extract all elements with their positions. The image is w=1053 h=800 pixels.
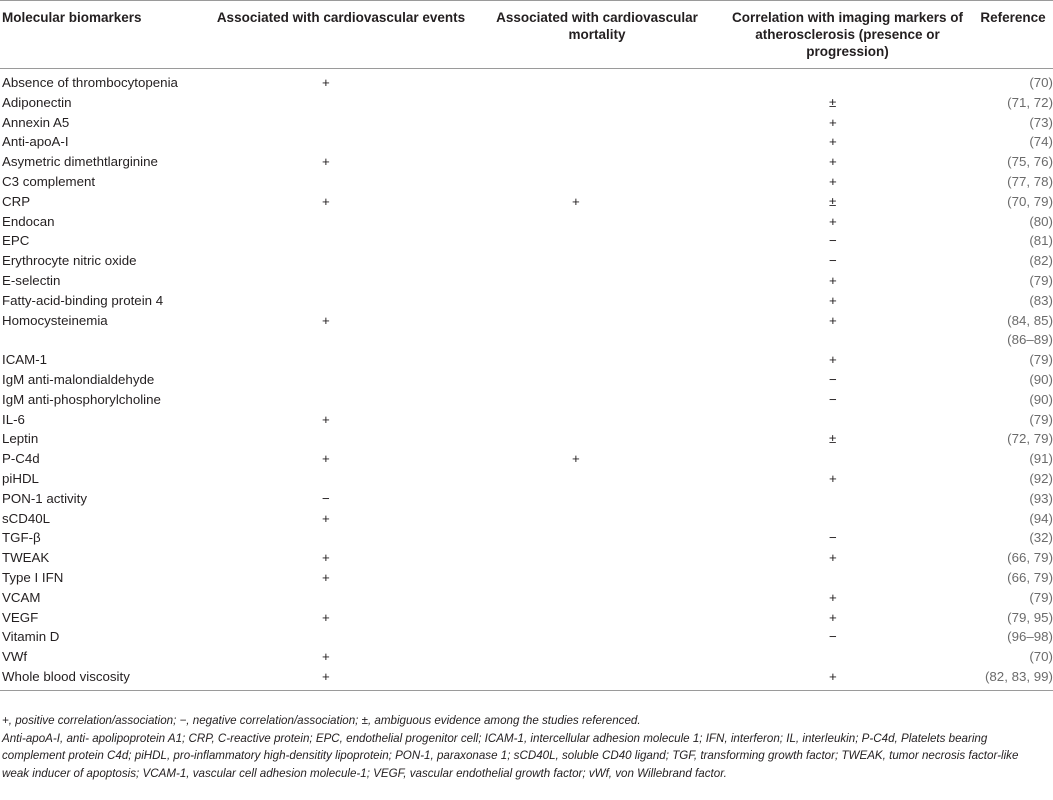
cell-cardiovascular-mortality: [472, 647, 722, 667]
cell-imaging-correlation: +: [829, 550, 837, 566]
cell-imaging-correlation: +: [829, 352, 837, 368]
cell-cardiovascular-mortality: +: [572, 451, 580, 467]
cell-cardiovascular-events: [210, 350, 472, 370]
cell-cardiovascular-mortality: [472, 568, 722, 588]
cell-biomarker-name: IgM anti-malondialdehyde: [2, 371, 155, 387]
cell-imaging-correlation: +: [829, 312, 837, 328]
cell-cardiovascular-events: +: [322, 569, 330, 585]
cell-cardiovascular-events: [210, 291, 472, 311]
cell-imaging-correlation: +: [722, 667, 973, 690]
cell-cardiovascular-mortality: [472, 588, 722, 608]
cell-cardiovascular-mortality: [472, 528, 722, 548]
cell-biomarker-name: VCAM: [2, 589, 41, 605]
table-row: [0, 231, 1053, 251]
footnote-legend: +, positive correlation/association; −, negative correlation/association; ±, ambiguous evidence among the studies referenced.: [2, 714, 641, 727]
footnote-abbreviations: Anti-apoA-I, anti- apolipoprotein A1; CRP, C-reactive protein; EPC, endothelial progenitor cell; ICAM-1, intercellular adhesion molecule 1; IFN, interferon; IL, interleukin; P-C4d, Platelets bearing complement protein C4d; piHDL, pro-inflammatory high-densitity lipoprotein; PON-1, paraxonase 1; sCD40L, soluble CD40 ligand; TGF, transforming growth factor; TWEAK, tumor necrosis factor-like weak inducer of apoptosis; VCAM-1, vascular cell adhesion molecule-1; VEGF, vascular endothelial growth factor; vWf, von Willebrand factor.: [2, 731, 1019, 780]
cell-cardiovascular-events: [210, 251, 472, 271]
cell-imaging-correlation: −: [829, 629, 837, 645]
cell-cardiovascular-events: [210, 390, 472, 410]
cell-imaging-correlation: −: [829, 253, 837, 269]
cell-imaging-correlation: [722, 330, 973, 350]
cell-cardiovascular-mortality: [472, 152, 722, 172]
cell-reference: (92): [1029, 470, 1053, 486]
header-row: [0, 1, 1053, 69]
cell-reference: (82): [1029, 253, 1053, 269]
cell-reference: (66, 79): [1007, 550, 1053, 566]
cell-imaging-correlation: ±: [829, 193, 837, 209]
cell-reference: (70): [1029, 649, 1053, 665]
cell-cardiovascular-mortality: [472, 93, 722, 113]
cell-imaging-correlation: −: [829, 371, 837, 387]
table-row: [0, 528, 1053, 548]
cell-cardiovascular-events: [210, 627, 472, 647]
table-row: [0, 390, 1053, 410]
cell-biomarker-name: Endocan: [2, 213, 55, 229]
table-row: [0, 192, 1053, 212]
cell-imaging-correlation: [722, 410, 973, 430]
cell-cardiovascular-events: [210, 271, 472, 291]
cell-cardiovascular-mortality: [472, 667, 722, 690]
cell-biomarker-name: [0, 330, 210, 350]
cell-cardiovascular-mortality: [472, 113, 722, 133]
cell-cardiovascular-events: −: [322, 490, 330, 506]
cell-reference: (83): [1029, 292, 1053, 308]
cell-cardiovascular-mortality: [472, 469, 722, 489]
cell-cardiovascular-events: [210, 330, 472, 350]
cell-biomarker-name: Asymetric dimethtlarginine: [2, 154, 158, 170]
cell-reference: (79): [1029, 352, 1053, 368]
cell-biomarker-name: IgM anti-phosphorylcholine: [2, 391, 161, 407]
cell-imaging-correlation: +: [829, 114, 837, 130]
cell-cardiovascular-events: +: [322, 75, 330, 90]
table-row: [0, 568, 1053, 588]
cell-cardiovascular-events: [210, 212, 472, 232]
table-row: [0, 370, 1053, 390]
table-row: [0, 588, 1053, 608]
cell-cardiovascular-events: +: [322, 411, 330, 427]
cell-biomarker-name: Fatty-acid-binding protein 4: [2, 292, 164, 308]
cell-biomarker-name: Type I IFN: [2, 569, 64, 585]
cell-cardiovascular-mortality: +: [572, 193, 580, 209]
cell-reference: (70, 79): [1007, 193, 1053, 209]
cell-biomarker-name: Whole blood viscosity: [0, 667, 210, 690]
cell-reference: (71, 72): [1007, 94, 1053, 110]
cell-biomarker-name: Absence of thrombocytopenia: [2, 75, 178, 90]
cell-reference: (72, 79): [1007, 431, 1053, 447]
cell-imaging-correlation: [722, 509, 973, 529]
cell-biomarker-name: Erythrocyte nitric oxide: [2, 253, 137, 269]
cell-imaging-correlation: +: [829, 272, 837, 288]
cell-reference: (66, 79): [1007, 569, 1053, 585]
cell-cardiovascular-events: [210, 93, 472, 113]
table-row: [0, 429, 1053, 449]
cell-biomarker-name: TWEAK: [2, 550, 50, 566]
cell-imaging-correlation: +: [829, 134, 837, 150]
cell-imaging-correlation: +: [829, 154, 837, 170]
table-row: [0, 93, 1053, 113]
cell-cardiovascular-mortality: [472, 172, 722, 192]
cell-reference: (84, 85): [1007, 312, 1053, 328]
cell-cardiovascular-mortality: [472, 627, 722, 647]
table-row: [0, 251, 1053, 271]
cell-cardiovascular-events: [210, 132, 472, 152]
cell-reference: (79): [1029, 589, 1053, 605]
cell-cardiovascular-mortality: [472, 212, 722, 232]
table-row: [0, 132, 1053, 152]
cell-reference: (90): [1029, 371, 1053, 387]
cell-biomarker-name: Vitamin D: [2, 629, 60, 645]
cell-reference: (79, 95): [1007, 609, 1053, 625]
table-row: [0, 509, 1053, 529]
cell-biomarker-name: Homocysteinemia: [2, 312, 108, 328]
cell-reference: (70): [1029, 75, 1053, 90]
table-row: [0, 469, 1053, 489]
cell-biomarker-name: Leptin: [2, 431, 39, 447]
cell-imaging-correlation: [722, 69, 973, 93]
cell-imaging-correlation: −: [829, 530, 837, 546]
cell-biomarker-name: C3 complement: [2, 173, 96, 189]
cell-cardiovascular-mortality: [472, 350, 722, 370]
cell-cardiovascular-events: +: [322, 312, 330, 328]
cell-biomarker-name: IL-6: [2, 411, 25, 427]
header-molecular-biomarkers: Molecular biomarkers: [0, 1, 210, 69]
cell-cardiovascular-events: +: [322, 154, 330, 170]
table-row: [0, 627, 1053, 647]
cell-imaging-correlation: +: [829, 173, 837, 189]
cell-cardiovascular-mortality: [472, 251, 722, 271]
cell-biomarker-name: E-selectin: [2, 272, 61, 288]
cell-cardiovascular-events: +: [322, 451, 330, 467]
table-row: [0, 152, 1053, 172]
cell-biomarker-name: Adiponectin: [2, 94, 72, 110]
cell-cardiovascular-events: +: [322, 649, 330, 665]
table-row: [0, 311, 1053, 331]
header-imaging-correlation: Correlation with imaging markers of atherosclerosis (presence or progression): [722, 1, 973, 69]
cell-cardiovascular-events: [210, 113, 472, 133]
cell-cardiovascular-mortality: [472, 330, 722, 350]
cell-imaging-correlation: +: [829, 589, 837, 605]
cell-cardiovascular-events: +: [210, 667, 472, 690]
cell-cardiovascular-events: [210, 429, 472, 449]
cell-reference: (91): [1029, 451, 1053, 467]
cell-reference: (73): [1029, 114, 1053, 130]
cell-reference: (79): [1029, 411, 1053, 427]
cell-reference: (96–98): [1007, 629, 1053, 645]
cell-biomarker-name: VWf: [2, 649, 28, 665]
cell-biomarker-name: ICAM-1: [2, 352, 48, 368]
cell-cardiovascular-mortality: [472, 69, 722, 93]
cell-cardiovascular-events: [210, 469, 472, 489]
table-row: [0, 647, 1053, 667]
cell-cardiovascular-mortality: [472, 271, 722, 291]
table-row: [0, 271, 1053, 291]
table-row: [0, 449, 1053, 469]
cell-cardiovascular-mortality: [472, 132, 722, 152]
cell-cardiovascular-mortality: [472, 489, 722, 509]
cell-cardiovascular-mortality: [472, 311, 722, 331]
table-row: [0, 608, 1053, 628]
cell-biomarker-name: VEGF: [2, 609, 39, 625]
cell-cardiovascular-events: +: [322, 510, 330, 526]
cell-cardiovascular-events: [210, 172, 472, 192]
cell-reference: (86–89): [1007, 332, 1053, 348]
cell-reference: (80): [1029, 213, 1053, 229]
cell-imaging-correlation: +: [829, 213, 837, 229]
cell-imaging-correlation: [722, 568, 973, 588]
cell-reference: (77, 78): [1007, 173, 1053, 189]
cell-cardiovascular-mortality: [472, 509, 722, 529]
table-row: [0, 113, 1053, 133]
cell-cardiovascular-events: +: [322, 609, 330, 625]
cell-reference: (93): [1029, 490, 1053, 506]
cell-reference: (90): [1029, 391, 1053, 407]
table-row: [0, 350, 1053, 370]
cell-cardiovascular-events: [210, 370, 472, 390]
cell-biomarker-name: CRP: [2, 193, 31, 209]
table-row: [0, 489, 1053, 509]
cell-reference: (74): [1029, 134, 1053, 150]
cell-biomarker-name: sCD40L: [2, 510, 51, 526]
cell-imaging-correlation: −: [829, 391, 837, 407]
cell-cardiovascular-mortality: [472, 390, 722, 410]
cell-reference: (94): [1029, 510, 1053, 526]
header-reference: Reference: [973, 1, 1053, 69]
cell-cardiovascular-mortality: [472, 370, 722, 390]
cell-imaging-correlation: +: [829, 292, 837, 308]
cell-biomarker-name: TGF-β: [2, 530, 41, 546]
cell-imaging-correlation: [722, 449, 973, 469]
cell-imaging-correlation: ±: [829, 94, 837, 110]
table-row: [0, 410, 1053, 430]
cell-cardiovascular-events: [210, 588, 472, 608]
cell-reference: (81): [1029, 233, 1053, 249]
table-body: [0, 69, 1053, 691]
table-row: [0, 667, 1053, 690]
table-row: [0, 291, 1053, 311]
table-row: [0, 172, 1053, 192]
cell-imaging-correlation: [722, 647, 973, 667]
cell-biomarker-name: Anti-apoA-I: [2, 134, 69, 150]
cell-cardiovascular-mortality: [472, 608, 722, 628]
cell-imaging-correlation: +: [829, 609, 837, 625]
cell-cardiovascular-mortality: [472, 231, 722, 251]
cell-biomarker-name: P-C4d: [2, 451, 40, 467]
header-cardiovascular-events: Associated with cardiovascular events: [210, 1, 472, 69]
cell-cardiovascular-mortality: [472, 548, 722, 568]
cell-biomarker-name: PON-1 activity: [2, 490, 87, 506]
cell-cardiovascular-events: [210, 528, 472, 548]
cell-cardiovascular-mortality: [472, 291, 722, 311]
cell-cardiovascular-mortality: [472, 429, 722, 449]
table-row: [0, 212, 1053, 232]
cell-cardiovascular-events: [210, 231, 472, 251]
cell-imaging-correlation: +: [829, 470, 837, 486]
cell-imaging-correlation: ±: [829, 431, 837, 447]
header-cardiovascular-mortality: Associated with cardiovascular mortality: [472, 1, 722, 69]
table-footnotes: [2, 712, 1047, 782]
cell-reference: (82, 83, 99): [973, 667, 1053, 690]
cell-reference: (32): [1029, 530, 1053, 546]
table-row: [0, 548, 1053, 568]
cell-biomarker-name: EPC: [2, 233, 30, 249]
cell-biomarker-name: Annexin A5: [2, 114, 70, 130]
cell-reference: (79): [1029, 272, 1053, 288]
cell-reference: (75, 76): [1007, 154, 1053, 170]
cell-imaging-correlation: −: [829, 233, 837, 249]
table-row: [0, 330, 1053, 350]
cell-imaging-correlation: [722, 489, 973, 509]
cell-biomarker-name: piHDL: [2, 470, 39, 486]
cell-cardiovascular-events: +: [322, 193, 330, 209]
cell-cardiovascular-mortality: [472, 410, 722, 430]
cell-cardiovascular-events: +: [322, 550, 330, 566]
table-row: [0, 69, 1053, 93]
